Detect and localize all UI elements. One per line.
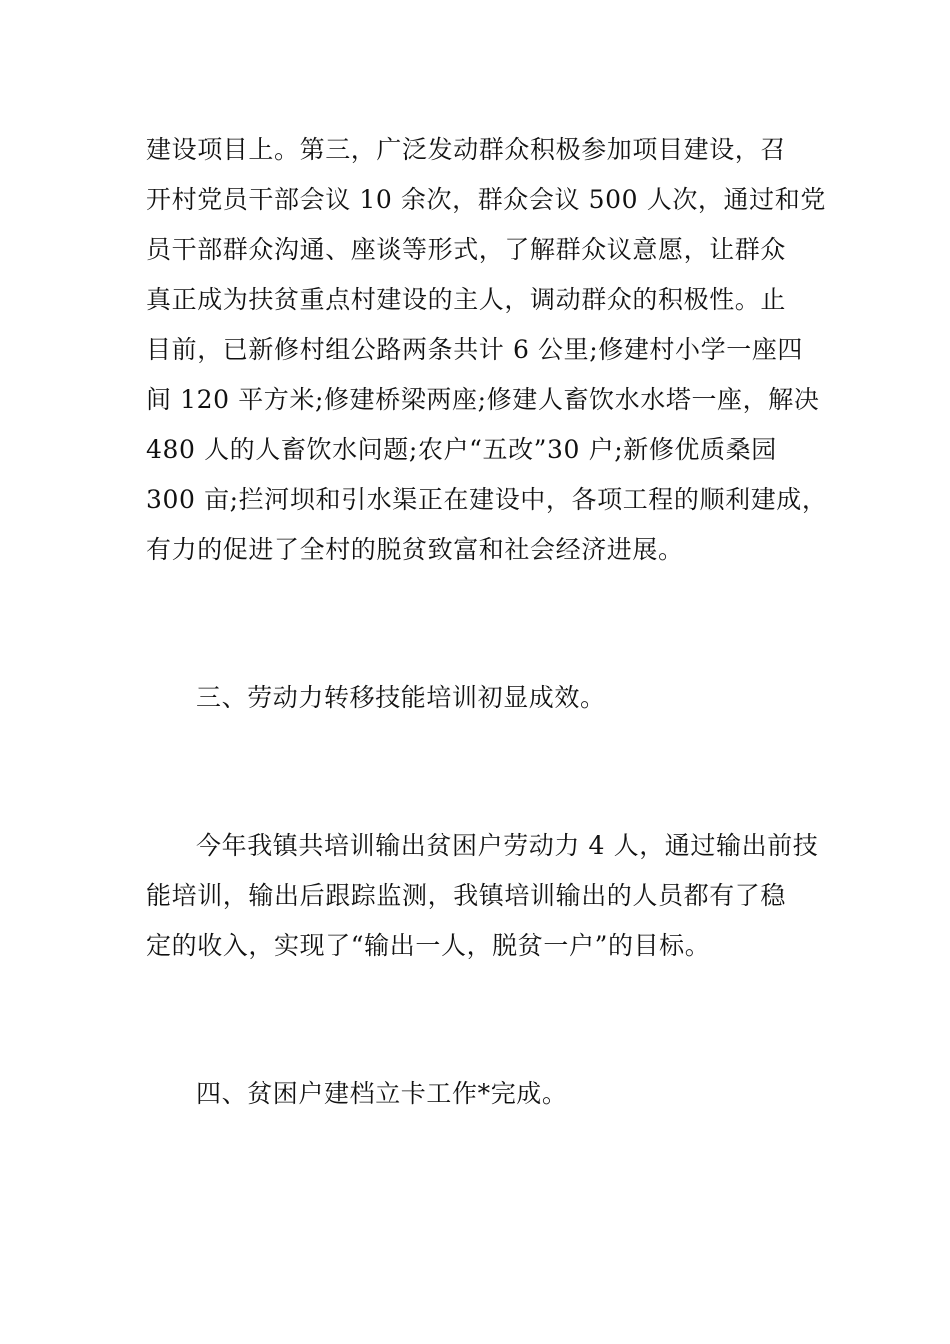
text-line: 能培训，输出后跟踪监测，我镇培训输出的人员都有了稳	[146, 881, 787, 910]
text-line: 建设项目上。第三，广泛发动群众积极参加项目建设，召	[146, 135, 787, 164]
text-line: 今年我镇共培训输出贫困户劳动力 4 人，通过输出前技	[196, 831, 819, 860]
text-line: 目前，已新修村组公路两条共计 6 公里;修建村小学一座四	[146, 335, 804, 364]
text-line: 真正成为扶贫重点村建设的主人，调动群众的积极性。止	[146, 285, 787, 314]
text-line: 300 亩;拦河坝和引水渠正在建设中，各项工程的顺利建成，	[146, 485, 828, 514]
section-heading-4: 四、贫困户建档立卡工作*完成。	[196, 1079, 568, 1108]
text-line: 员干部群众沟通、座谈等形式，了解群众议意愿，让群众	[146, 235, 787, 264]
text-line: 有力的促进了全村的脱贫致富和社会经济进展。	[146, 535, 684, 564]
text-line: 480 人的人畜饮水问题;农户“五改”30 户;新修优质桑园	[146, 435, 777, 464]
text-line: 开村党员干部会议 10 余次，群众会议 500 人次，通过和党	[146, 185, 826, 214]
section-heading-3: 三、劳动力转移技能培训初显成效。	[196, 683, 606, 712]
text-line: 定的收入，实现了“输出一人，脱贫一户”的目标。	[146, 931, 711, 960]
text-line: 间 120 平方米;修建桥梁两座;修建人畜饮水水塔一座，解决	[146, 385, 820, 414]
